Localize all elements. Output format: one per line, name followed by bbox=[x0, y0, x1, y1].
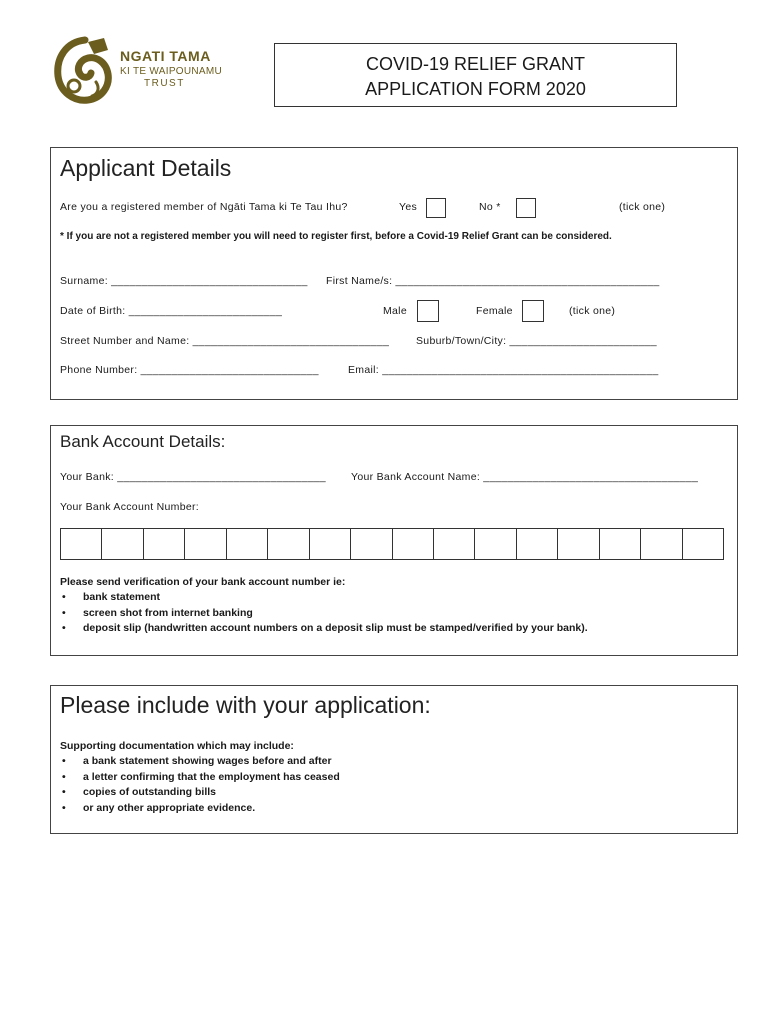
logo-org-subtitle: KI TE WAIPOUNAMU bbox=[120, 66, 223, 77]
account-digit-box[interactable] bbox=[310, 529, 351, 559]
female-checkbox[interactable] bbox=[522, 300, 544, 322]
account-digit-box[interactable] bbox=[351, 529, 392, 559]
surname-field[interactable]: Surname: ________________________________ bbox=[60, 275, 308, 287]
include-list bbox=[60, 754, 340, 816]
email-field[interactable]: Email: _____________________________________________ bbox=[348, 364, 659, 376]
yes-checkbox[interactable] bbox=[426, 198, 446, 218]
member-tick-one: (tick one) bbox=[619, 201, 666, 213]
form-title bbox=[274, 43, 677, 107]
verify-heading: Please send verification of your bank account number ie: bbox=[60, 576, 346, 588]
account-digit-box[interactable] bbox=[517, 529, 558, 559]
no-label: No * bbox=[479, 201, 501, 213]
applicant-details-heading: Applicant Details bbox=[60, 155, 232, 181]
account-number-label: Your Bank Account Number: bbox=[60, 501, 200, 513]
account-number-boxes bbox=[60, 528, 724, 560]
male-checkbox[interactable] bbox=[417, 300, 439, 322]
include-intro: Supporting documentation which may include: bbox=[60, 740, 294, 752]
applicant-details-section bbox=[50, 147, 738, 400]
street-field[interactable]: Street Number and Name: ________________________________ bbox=[60, 335, 390, 347]
gender-tick-one: (tick one) bbox=[569, 305, 616, 317]
logo-org-trust: TRUST bbox=[144, 78, 185, 89]
account-digit-box[interactable] bbox=[600, 529, 641, 559]
account-digit-box[interactable] bbox=[683, 529, 723, 559]
form-title-line2: APPLICATION FORM 2020 bbox=[365, 79, 586, 99]
verify-list bbox=[60, 590, 588, 637]
yes-label: Yes bbox=[399, 201, 418, 213]
pounamu-koru-logo-icon bbox=[52, 36, 118, 104]
bank-details-heading: Bank Account Details: bbox=[60, 432, 226, 451]
list-item: • a letter confirming that the employment has ceased bbox=[60, 770, 340, 786]
account-digit-box[interactable] bbox=[227, 529, 268, 559]
account-digit-box[interactable] bbox=[102, 529, 143, 559]
list-item: • bank statement bbox=[60, 590, 588, 606]
account-digit-box[interactable] bbox=[475, 529, 516, 559]
form-title-line1: COVID-19 RELIEF GRANT bbox=[365, 54, 586, 74]
account-digit-box[interactable] bbox=[641, 529, 682, 559]
account-digit-box[interactable] bbox=[144, 529, 185, 559]
list-item: • screen shot from internet banking bbox=[60, 606, 588, 622]
registration-note: * If you are not a registered member you will need to register first, before a Covid-19 Relief Grant can be considered. bbox=[60, 231, 612, 242]
no-checkbox[interactable] bbox=[516, 198, 536, 218]
list-item: • deposit slip (handwritten account numbers on a deposit slip must be stamped/verified by your bank). bbox=[60, 621, 588, 637]
list-item: • a bank statement showing wages before and after bbox=[60, 754, 340, 770]
account-digit-box[interactable] bbox=[434, 529, 475, 559]
trust-logo bbox=[52, 36, 223, 106]
account-digit-box[interactable] bbox=[61, 529, 102, 559]
member-question: Are you a registered member of Ngāti Tama ki Te Tau Ihu? bbox=[60, 201, 348, 213]
suburb-field[interactable]: Suburb/Town/City: ________________________ bbox=[416, 335, 657, 347]
account-name-field[interactable]: Your Bank Account Name: ___________________________________ bbox=[351, 471, 699, 483]
male-label: Male bbox=[383, 305, 407, 317]
list-item: • copies of outstanding bills bbox=[60, 785, 340, 801]
account-digit-box[interactable] bbox=[558, 529, 599, 559]
your-bank-field[interactable]: Your Bank: __________________________________ bbox=[60, 471, 326, 483]
first-names-field[interactable]: First Name/s: ___________________________________________ bbox=[326, 275, 660, 287]
date-of-birth-field[interactable]: Date of Birth: _________________________ bbox=[60, 305, 283, 317]
phone-field[interactable]: Phone Number: _____________________________ bbox=[60, 364, 319, 376]
account-digit-box[interactable] bbox=[393, 529, 434, 559]
female-label: Female bbox=[476, 305, 513, 317]
include-heading: Please include with your application: bbox=[60, 692, 431, 718]
account-digit-box[interactable] bbox=[268, 529, 309, 559]
account-digit-box[interactable] bbox=[185, 529, 226, 559]
list-item: • or any other appropriate evidence. bbox=[60, 801, 340, 817]
logo-org-name: NGATI TAMA bbox=[120, 48, 211, 64]
